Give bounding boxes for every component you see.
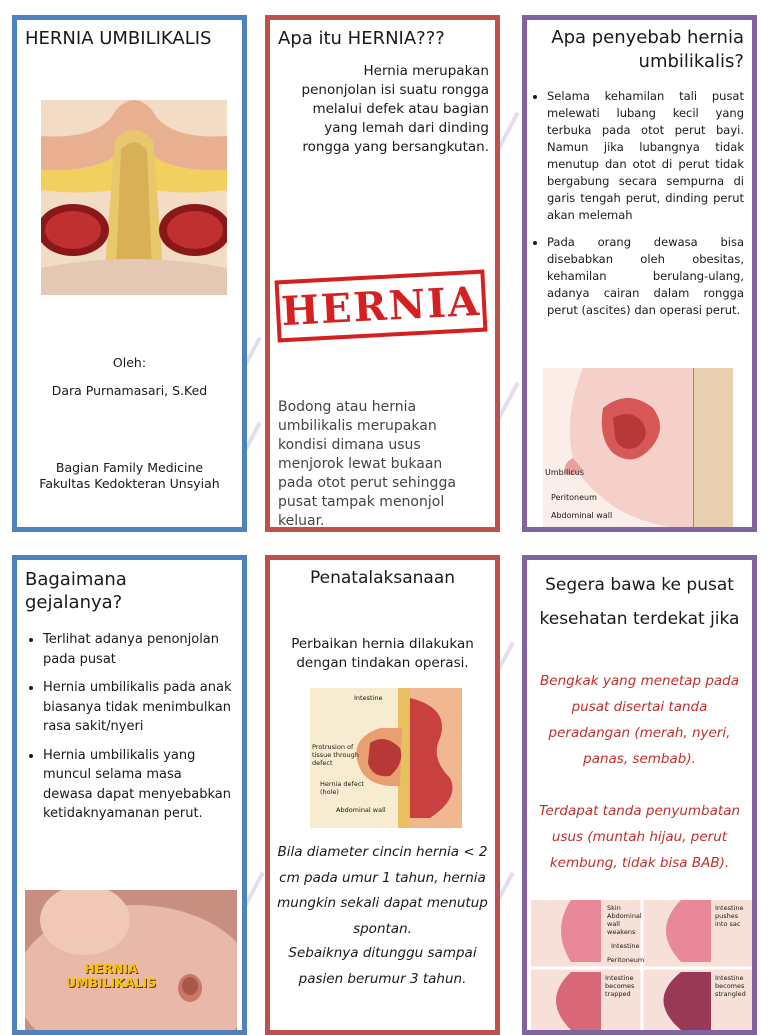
symptoms-list (25, 630, 234, 833)
definition-text: Hernia merupakan penonjolan isi suatu rongga melalui defek atau bagian yang lemah dari dinding rongga yang bersangkutan. (301, 63, 489, 155)
figure-label-intestine: Intestine (354, 694, 383, 702)
affiliation-line-1: Bagian Family Medicine (55, 460, 204, 475)
panel-treatment (265, 555, 500, 1035)
umbilical-cross-section-illustration (41, 100, 227, 295)
panel-definition (265, 15, 500, 532)
cause-item: • Pada orang dewasa bisa disebabkan oleh obesitas, kehamilan berulang-ulang, adanya cairan dalam rongga perut (ascites) dan operasi perut. (547, 234, 744, 319)
symptom-item: • Terlihat adanya penonjolan pada pusat (43, 630, 234, 669)
figure-label-hernia-defect: Hernia defect (hole) (320, 780, 364, 796)
author-label: Oleh: (112, 355, 147, 370)
warning-text-1: Bengkak yang menetap pada pusat disertai tanda peradangan (merah, nyeri, panas, sembab). (540, 673, 739, 767)
definition-title: Apa itu HERNIA??? (278, 28, 445, 49)
hernia-stamp (275, 270, 488, 343)
cause-item: • Selama kehamilan tali pusat melewati lubang kecil yang terbuka pada otot perut bayi. Namun jika lubangnya tidak menutup dan otot di perut tidak bergabung secara sempurna di garis tengah perut, dinding perut akan melemah (547, 88, 744, 224)
cover-title: HERNIA UMBILIKALIS (25, 28, 212, 49)
description-text: Bodong atau hernia umbilikalis merupakan kondisi dimana usus menjorok lewat bukaan pada otot perut sehingga pusat tampak menonjol keluar. (278, 399, 456, 529)
hernia-defect-illustration (310, 688, 462, 828)
treatment-intro: Perbaikan hernia dilakukan dengan tindakan operasi. (291, 636, 474, 671)
symptoms-title: Bagaimana gejalanya? (25, 569, 127, 613)
figure-label-skin: Skin (607, 904, 621, 912)
panel-cover (12, 15, 247, 532)
author-name: Dara Purnamasari, S.Ked (51, 383, 208, 398)
treatment-note-2: Sebaiknya ditunggu sampai pasien berumur 3 tahun. (288, 945, 477, 987)
panel-symptoms (12, 555, 247, 1035)
symptom-item: • Hernia umbilikalis pada anak biasanya tidak menimbulkan rasa sakit/nyeri (43, 678, 234, 737)
figure-label-pushes-into-sac: Intestine pushes into sac (715, 904, 744, 928)
affiliation-line-2: Fakultas Kedokteran Unsyiah (39, 476, 220, 491)
causes-list (527, 88, 744, 328)
figure-label-protrusion: Protrusion of tissue through defect (312, 743, 359, 767)
figure-label-trapped: Intestine becomes trapped (605, 974, 635, 998)
panel-causes (522, 15, 757, 532)
figure-label-intestine: Intestine (611, 942, 640, 950)
photo-caption: HERNIA UMBILIKALIS (65, 961, 157, 990)
figure-label-abdominal-wall: Abdominal wall (551, 511, 613, 520)
warning-text-2: Terdapat tanda penyumbatan usus (muntah hijau, perut kembung, tidak bisa BAB). (538, 803, 741, 871)
baby-hernia-photo (25, 890, 237, 1030)
figure-label-abdominal-wall: Abdominal wall (336, 806, 386, 814)
symptom-item: • Hernia umbilikalis yang muncul selama masa dewasa dapat menyebabkan ketidaknyamanan perut. (43, 746, 234, 824)
panel-warning (522, 555, 757, 1035)
treatment-note-1: Bila diameter cincin hernia < 2 cm pada umur 1 tahun, hernia mungkin sekali dapat menutup spontan. (277, 844, 488, 937)
treatment-title: Penatalaksanaan (309, 568, 456, 588)
causes-title: Apa penyebab hernia umbilikalis? (551, 27, 744, 72)
figure-label-strangled: Intestine becomes strangled (715, 974, 746, 998)
hernia-stamp-text: HERNIA (279, 277, 483, 335)
figure-label-peritoneum: Peritoneum (551, 493, 597, 502)
abdomen-side-illustration (543, 368, 733, 528)
figure-label-wall-weakens: Abdominal wall weakens (607, 912, 642, 936)
strangulation-stages-illustration (531, 900, 753, 1030)
figure-label-peritoneum: Peritoneum (607, 956, 645, 964)
warning-title: Segera bawa ke pusat kesehatan terdekat jika (539, 575, 740, 629)
figure-label-umbilicus: Umbilicus (545, 468, 585, 477)
